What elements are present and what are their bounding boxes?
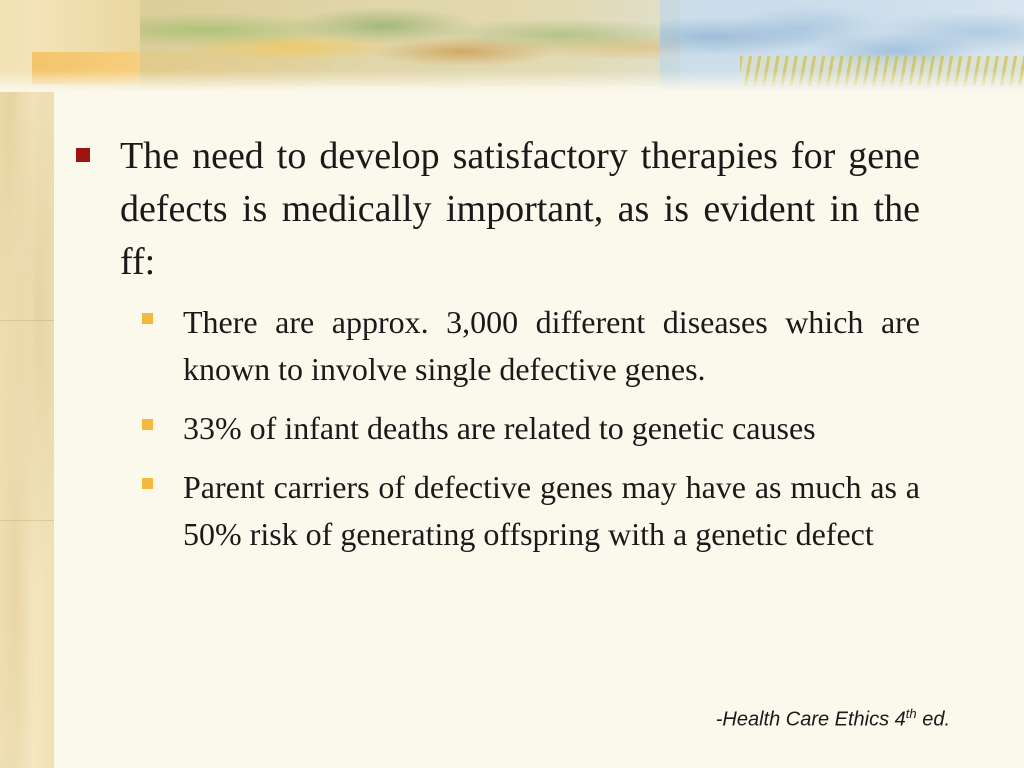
sub-bullet-text: Parent carriers of defective genes may have as much as a 50% risk of generating offspring with a genetic defect bbox=[183, 469, 920, 552]
sub-bullet-point bbox=[134, 464, 920, 558]
source-citation bbox=[560, 706, 950, 732]
banner-fade bbox=[0, 70, 1024, 92]
slide-body bbox=[68, 130, 920, 570]
sub-bullet-text: There are approx. 3,000 different diseases which are known to involve single defective genes. bbox=[183, 304, 920, 387]
citation-superscript: th bbox=[905, 706, 917, 721]
strip-seam bbox=[0, 520, 54, 521]
citation-text: -Health Care Ethics 4 bbox=[715, 708, 906, 731]
square-bullet-icon bbox=[142, 419, 153, 430]
strip-seam bbox=[0, 320, 54, 321]
sub-bullet-text: 33% of infant deaths are related to genetic causes bbox=[183, 410, 816, 446]
citation-suffix: ed. bbox=[916, 708, 950, 731]
main-bullet-point bbox=[68, 130, 920, 289]
sub-bullet-list bbox=[134, 299, 920, 558]
square-bullet-icon bbox=[142, 478, 153, 489]
sub-bullet-point bbox=[134, 299, 920, 393]
sub-bullet-point bbox=[134, 405, 920, 452]
main-bullet-text: The need to develop satisfactory therapies for gene defects is medically important, as is evident in the ff: bbox=[120, 135, 920, 283]
decorative-banner bbox=[0, 0, 1024, 92]
square-bullet-icon bbox=[142, 313, 153, 324]
square-bullet-icon bbox=[76, 148, 90, 162]
parchment-side-strip bbox=[0, 0, 54, 768]
